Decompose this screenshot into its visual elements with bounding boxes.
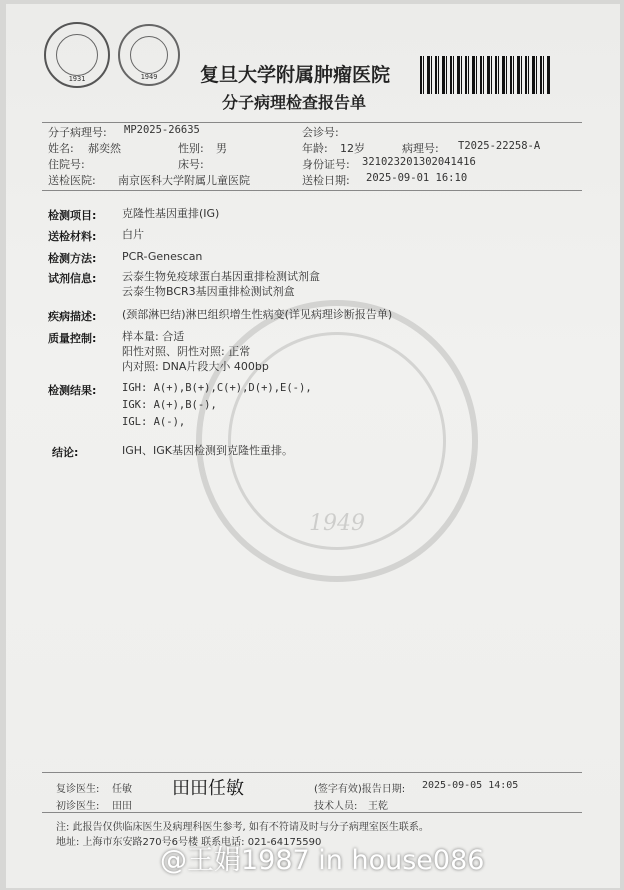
material-label: 送检材料:	[48, 230, 97, 243]
qc-line-2: 阳性对照、阴性对照: 正常	[122, 345, 251, 358]
pathology-department-stamp: 1949	[196, 300, 478, 582]
pathology-no: T2025-22258-A	[458, 140, 541, 152]
first-doctor: 田田	[112, 801, 132, 812]
sending-hospital: 南京医科大学附属儿童医院	[118, 174, 250, 187]
molecular-no: MP2025-26635	[124, 124, 200, 136]
report-date: 2025-09-05 14:05	[422, 780, 519, 791]
method-value: PCR-Genescan	[122, 250, 203, 263]
hospital-name: 复旦大学附属肿瘤医院	[200, 64, 391, 86]
gender: 男	[216, 142, 227, 155]
qc-line-1: 样本量: 合适	[122, 330, 185, 343]
pathology-no-label: 病理号:	[402, 142, 439, 155]
reagent-line-1: 云泰生物免疫球蛋白基因重排检测试剂盒	[122, 270, 320, 283]
patient-name: 郝奕然	[88, 142, 121, 155]
send-date-label: 送检日期:	[302, 174, 350, 187]
result-line-2: IGK: A(+),B(-),	[122, 399, 217, 411]
disease-value: (颈部淋巴结)淋巴组织增生性病变(详见病理诊断报告单)	[122, 308, 393, 321]
social-watermark: @王娟1987 in house086	[160, 845, 485, 876]
footer-note: 注: 此报告仅供临床医生及病理科医生参考, 如有不符请及时与分子病理室医生联系。	[56, 822, 429, 833]
handwritten-signature: 田田任敏	[172, 778, 244, 799]
conclusion-value: IGH、IGK基因检测到克隆性重排。	[122, 444, 294, 457]
first-doctor-label: 初诊医生:	[56, 801, 100, 812]
report-title: 分子病理检查报告单	[222, 93, 367, 112]
item-value: 克隆性基因重排(IG)	[122, 207, 220, 220]
disease-label: 疾病描述:	[48, 310, 97, 323]
method-label: 检测方法:	[48, 252, 97, 265]
divider	[42, 190, 582, 191]
age-label: 年龄:	[302, 142, 328, 155]
name-label: 姓名:	[48, 142, 74, 155]
result-line-1: IGH: A(+),B(+),C(+),D(+),E(-),	[122, 382, 312, 394]
molecular-no-label: 分子病理号:	[48, 126, 107, 139]
reagent-line-2: 云泰生物BCR3基因重排检测试剂盒	[122, 285, 295, 298]
divider	[42, 772, 582, 773]
reagent-label: 试剂信息:	[48, 272, 97, 285]
hospital-seal: 1949	[118, 24, 180, 86]
sign-valid-label: (签字有效)报告日期:	[314, 784, 406, 795]
age: 12岁	[340, 142, 365, 155]
footer-address: 地址: 上海市东安路270号6号楼 联系电话: 021-64175590	[56, 837, 322, 848]
divider	[42, 812, 582, 813]
bed-no-label: 床号:	[178, 158, 204, 171]
material-value: 白片	[122, 228, 144, 241]
conclusion-label: 结论:	[52, 446, 79, 459]
result-label: 检测结果:	[48, 384, 97, 397]
send-date: 2025-09-01 16:10	[366, 172, 468, 184]
gender-label: 性别:	[178, 142, 204, 155]
inpatient-no-label: 住院号:	[48, 158, 85, 171]
technician: 王乾	[368, 801, 388, 812]
qc-label: 质量控制:	[48, 332, 97, 345]
technician-label: 技术人员:	[314, 801, 358, 812]
id-no-label: 身份证号:	[302, 158, 350, 171]
divider	[42, 122, 582, 123]
review-doctor: 任敏	[112, 784, 132, 795]
result-line-3: IGL: A(-),	[122, 416, 186, 428]
university-seal: 1931	[44, 22, 110, 88]
review-doctor-label: 复诊医生:	[56, 784, 100, 795]
id-no: 321023201302041416	[362, 156, 476, 168]
sending-hospital-label: 送检医院:	[48, 174, 96, 187]
barcode	[420, 56, 550, 94]
item-label: 检测项目:	[48, 209, 97, 222]
consult-no-label: 会诊号:	[302, 126, 339, 139]
qc-line-3: 内对照: DNA片段大小 400bp	[122, 360, 269, 373]
